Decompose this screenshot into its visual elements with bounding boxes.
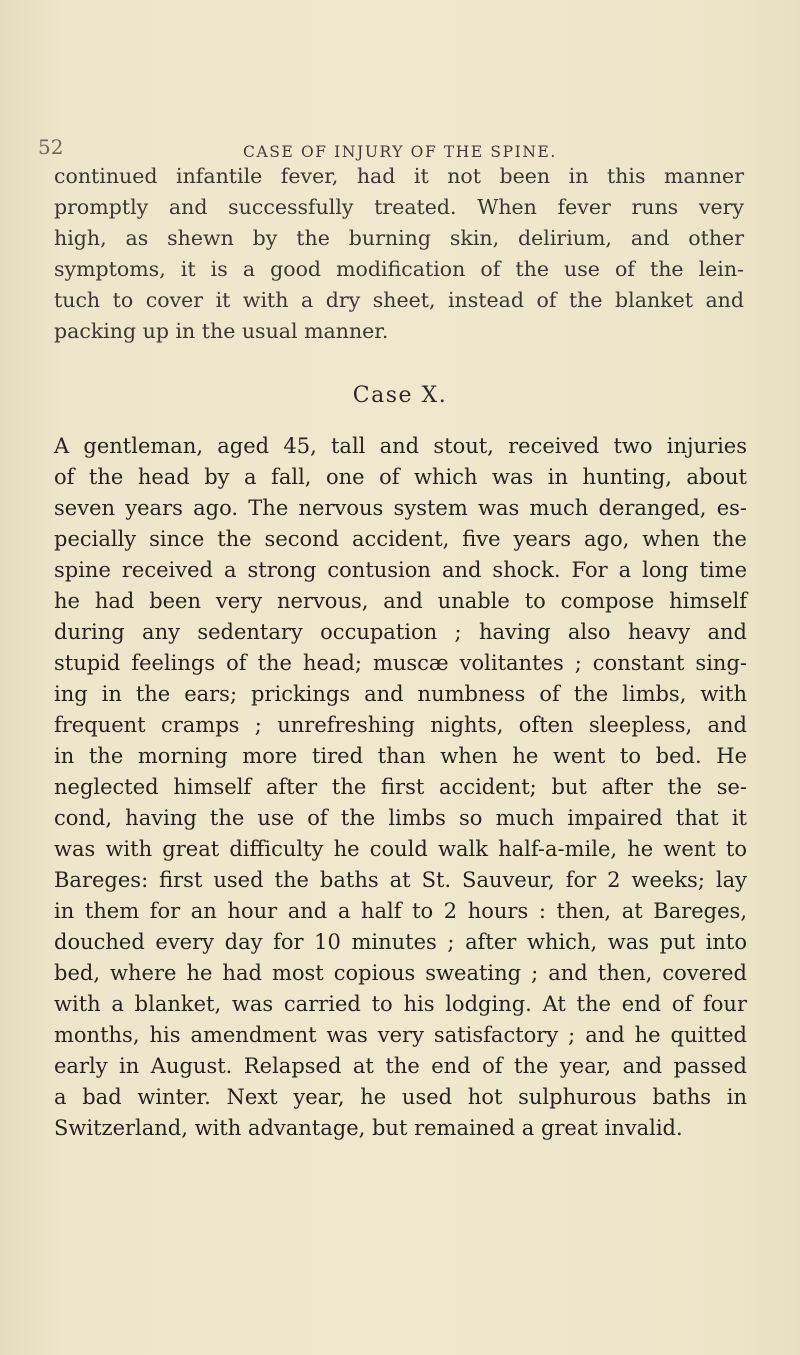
text-line: high, as shewn by the burning skin, delirium, and other	[54, 226, 744, 250]
text-line: ing in the ears; prickings and numbness of the limbs, with	[54, 682, 747, 706]
text-line: he had been very nervous, and unable to compose himself	[54, 589, 747, 613]
text-line: douched every day for 10 minutes ; after which, was put into	[54, 930, 747, 954]
text-line: Switzerland, with advantage, but remained a great invalid.	[54, 1116, 683, 1140]
running-head: CASE OF INJURY OF THE SPINE.	[243, 143, 557, 161]
text-line: with a blanket, was carried to his lodging. At the end of four	[54, 992, 747, 1016]
text-line: spine received a strong contusion and shock. For a long time	[54, 558, 747, 582]
page-number: 52	[38, 135, 64, 159]
text-line: tuch to cover it with a dry sheet, instead of the blanket and	[54, 288, 744, 312]
text-line: cond, having the use of the limbs so much impaired that it	[54, 806, 747, 830]
text-line: symptoms, it is a good modification of the use of the lein-	[54, 257, 744, 281]
text-line: bed, where he had most copious sweating ; and then, covered	[54, 961, 747, 985]
text-line: pecially since the second accident, five years ago, when the	[54, 527, 747, 551]
text-line: stupid feelings of the head; muscæ volitantes ; constant sing-	[54, 651, 747, 675]
text-line: in the morning more tired than when he went to bed. He	[54, 744, 747, 768]
text-line: in them for an hour and a half to 2 hours : then, at Bareges,	[54, 899, 747, 923]
text-line: during any sedentary occupation ; having also heavy and	[54, 620, 747, 644]
text-line: frequent cramps ; unrefreshing nights, often sleepless, and	[54, 713, 747, 737]
text-line: was with great difficulty he could walk half-a-mile, he went to	[54, 837, 747, 861]
text-line: continued infantile fever, had it not been in this manner	[54, 164, 744, 188]
paragraph-case-x	[54, 431, 747, 1144]
text-line: seven years ago. The nervous system was much deranged, es-	[54, 496, 747, 520]
text-line: packing up in the usual manner.	[54, 319, 389, 343]
text-line: A gentleman, aged 45, tall and stout, received two injuries	[54, 434, 747, 458]
paragraph-continued	[54, 161, 744, 347]
text-line: early in August. Relapsed at the end of the year, and passed	[54, 1054, 747, 1078]
text-line: neglected himself after the first accident; but after the se-	[54, 775, 747, 799]
text-line: promptly and successfully treated. When fever runs very	[54, 195, 744, 219]
case-heading: Case X.	[352, 383, 448, 408]
text-line: Bareges: first used the baths at St. Sauveur, for 2 weeks; lay	[54, 868, 747, 892]
text-line: months, his amendment was very satisfactory ; and he quitted	[54, 1023, 747, 1047]
text-line: of the head by a fall, one of which was in hunting, about	[54, 465, 747, 489]
text-line: a bad winter. Next year, he used hot sulphurous baths in	[54, 1085, 747, 1109]
